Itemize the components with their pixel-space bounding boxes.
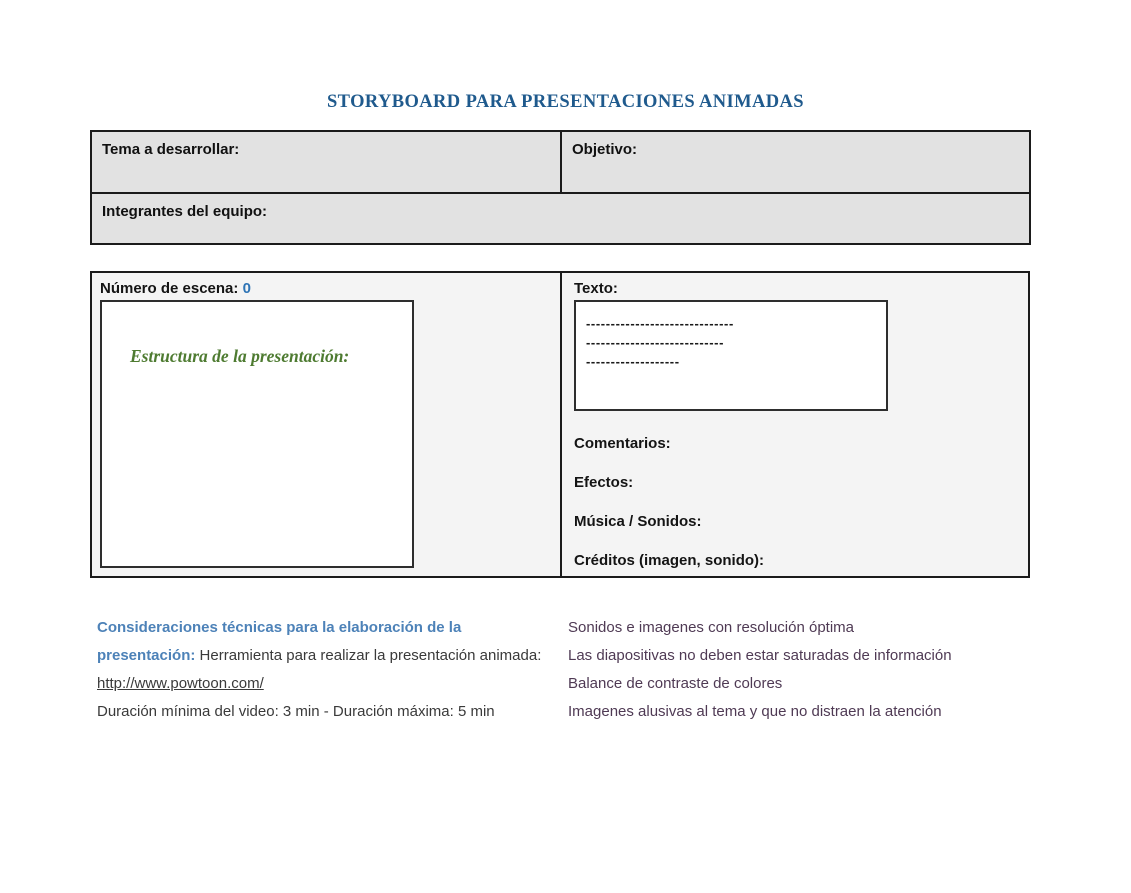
scene-number-value: 0 bbox=[242, 280, 251, 297]
tema-label: Tema a desarrollar: bbox=[102, 141, 240, 158]
scene-number-line bbox=[100, 280, 552, 297]
scene-left-cell bbox=[92, 273, 562, 576]
musica-label: Música / Sonidos: bbox=[574, 513, 702, 530]
scene-right-cell bbox=[562, 273, 1028, 576]
creditos-label: Créditos (imagen, sonido): bbox=[574, 552, 765, 569]
tema-cell bbox=[92, 132, 562, 192]
texto-label: Texto: bbox=[574, 280, 618, 297]
info-table bbox=[90, 130, 1031, 245]
powtoon-link[interactable]: http://www.powtoon.com/ bbox=[97, 675, 264, 692]
efectos-label: Efectos: bbox=[574, 474, 634, 491]
objetivo-cell bbox=[562, 132, 1029, 192]
texto-box bbox=[574, 300, 888, 411]
comentarios-label: Comentarios: bbox=[574, 435, 671, 452]
page-title: STORYBOARD PARA PRESENTACIONES ANIMADAS bbox=[326, 92, 804, 112]
guideline-item: Balance de contraste de colores bbox=[568, 675, 783, 692]
texto-dash-line: ------------------------------ bbox=[586, 316, 734, 331]
scene-number-label: Número de escena: bbox=[100, 280, 239, 297]
technical-notes-paragraph bbox=[97, 614, 549, 698]
objetivo-label: Objetivo: bbox=[572, 141, 638, 158]
texto-dash-line: ------------------- bbox=[586, 354, 680, 369]
duration-text: Duración mínima del video: 3 min - Duración máxima: 5 min bbox=[97, 703, 495, 720]
tool-text: Herramienta para realizar la presentación animada: bbox=[195, 647, 542, 664]
technical-notes-heading: Consideraciones técnicas para la elaboración de la presentación: bbox=[97, 619, 462, 664]
estructura-text: Estructura de la presentación: bbox=[130, 346, 350, 366]
technical-notes bbox=[97, 614, 549, 726]
scene-table bbox=[90, 271, 1030, 578]
scene-sketch-box bbox=[100, 300, 414, 568]
integrantes-cell bbox=[92, 194, 1029, 243]
guideline-item: Sonidos e imagenes con resolución óptima bbox=[568, 619, 855, 636]
guideline-item: Imagenes alusivas al tema y que no distraen la atención bbox=[568, 703, 942, 720]
design-guidelines bbox=[568, 614, 1043, 726]
info-table-row-1 bbox=[92, 132, 1029, 194]
texto-dash-line: ---------------------------- bbox=[586, 335, 725, 350]
guideline-item: Las diapositivas no deben estar saturadas de información bbox=[568, 647, 952, 664]
integrantes-label: Integrantes del equipo: bbox=[102, 203, 268, 220]
